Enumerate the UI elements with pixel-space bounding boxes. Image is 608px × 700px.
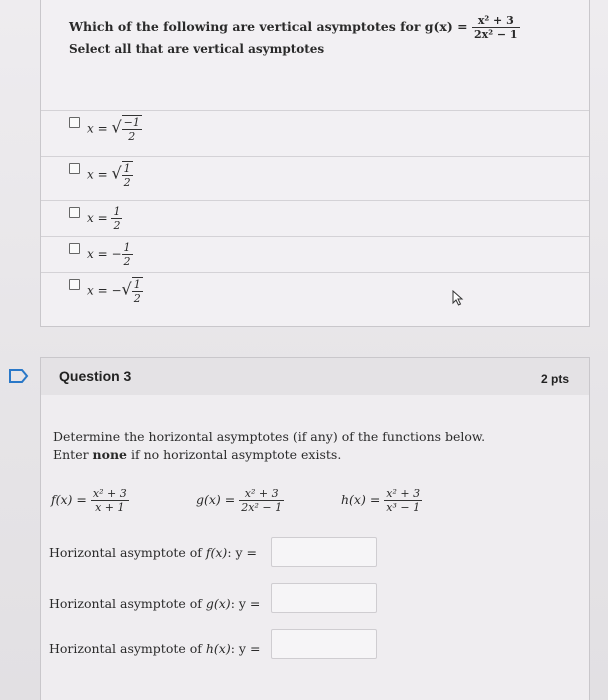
label-pre: Horizontal asymptote of: [49, 596, 206, 611]
prompt-text: Which of the following are vertical asymptotes for g(x) =: [69, 19, 468, 34]
function-denominator: x + 1: [95, 501, 125, 514]
label-pre: Horizontal asymptote of: [49, 641, 206, 656]
bookmark-flag-icon[interactable]: [8, 368, 30, 384]
g-fraction: [472, 14, 520, 41]
question-2-instruction: Select all that are vertical asymptotes: [69, 42, 325, 56]
sqrt-sign: √: [111, 117, 122, 137]
radicand: [122, 161, 133, 189]
option-lhs: x =: [87, 167, 108, 182]
g-denominator: 2x² − 1: [473, 28, 518, 41]
function-numerator: x² + 3: [92, 487, 127, 500]
option-fraction: [122, 241, 133, 268]
option-lhs: x =: [87, 121, 108, 136]
question-3-points: 2 pts: [540, 372, 569, 386]
mouse-pointer-icon: [451, 290, 465, 306]
radicand: [122, 115, 142, 143]
option-lhs: x =: [87, 283, 108, 298]
g-numerator: x² + 3: [472, 14, 520, 28]
function-name: h(x) =: [341, 492, 381, 507]
option-row-5[interactable]: [41, 272, 589, 317]
fraction-den: 2: [123, 255, 131, 268]
minus-sign: −: [111, 247, 122, 261]
question-3-prompt-line1: Determine the horizontal asymptotes (if any) of the functions below.: [53, 429, 486, 444]
option-label-4: [87, 241, 133, 268]
option-checkbox-1[interactable]: [69, 117, 80, 128]
function-fraction: [384, 487, 422, 514]
option-label-5: [87, 277, 143, 305]
function-g: [196, 487, 284, 514]
ha-label-g: [49, 596, 260, 611]
function-f: [51, 487, 129, 514]
function-name: g(x) =: [196, 492, 236, 507]
sqrt-sign: √: [121, 279, 132, 299]
question-2-panel: [40, 0, 590, 327]
ha-label-f: [49, 545, 257, 560]
function-denominator: 2x² − 1: [241, 501, 283, 514]
label-fn: h(x): [205, 641, 231, 656]
option-row-2[interactable]: [41, 156, 589, 201]
label-fn: g(x): [205, 596, 231, 611]
radicand: [132, 277, 143, 305]
option-lhs: x =: [87, 247, 108, 261]
ha-input-h[interactable]: [271, 629, 377, 659]
question-2-prompt: [69, 14, 520, 41]
radicand-den: 2: [123, 176, 131, 189]
function-numerator: x² + 3: [239, 487, 284, 501]
option-fraction: [111, 205, 122, 232]
question-3-title: Question 3: [59, 368, 132, 384]
option-checkbox-4[interactable]: [69, 243, 80, 254]
option-label-2: [87, 161, 133, 189]
question-3-header: [40, 357, 590, 397]
option-checkbox-3[interactable]: [69, 207, 80, 218]
option-label-1: [87, 115, 142, 143]
radicand-num: 1: [133, 278, 141, 291]
ha-input-f[interactable]: [271, 537, 377, 567]
prompt-bold: none: [92, 447, 128, 462]
option-checkbox-2[interactable]: [69, 163, 80, 174]
radicand-den: 2: [133, 292, 141, 305]
fraction-num: 1: [113, 205, 121, 218]
ha-label-h: [49, 641, 260, 656]
radicand-den: 2: [128, 130, 136, 143]
prompt-post: if no horizontal asymptote exists.: [127, 447, 342, 462]
function-numerator: x² + 3: [386, 487, 421, 500]
label-pre: Horizontal asymptote of: [49, 545, 206, 560]
fraction-num: 1: [123, 241, 131, 254]
fraction-den: 2: [113, 219, 121, 232]
sqrt-sign: √: [111, 163, 122, 183]
label-post: : y =: [230, 641, 261, 656]
option-row-1[interactable]: [41, 110, 589, 155]
option-lhs: x =: [87, 211, 108, 225]
question-3-body: [40, 395, 590, 700]
function-fraction: [239, 487, 284, 514]
function-name: f(x) =: [51, 492, 87, 507]
label-fn: f(x): [205, 545, 228, 560]
prompt-pre: Enter: [53, 447, 93, 462]
label-post: : y =: [230, 596, 261, 611]
option-label-3: [87, 205, 122, 232]
option-checkbox-5[interactable]: [69, 279, 80, 290]
radicand-num: −1: [123, 116, 140, 129]
minus-sign: −: [111, 283, 122, 298]
ha-input-g[interactable]: [271, 583, 377, 613]
function-denominator: x³ − 1: [386, 501, 421, 514]
question-3-prompt-line2: [53, 447, 341, 462]
function-fraction: [91, 487, 129, 514]
label-post: : y =: [227, 545, 258, 560]
radicand-num: 1: [123, 162, 131, 175]
function-h: [341, 487, 422, 514]
